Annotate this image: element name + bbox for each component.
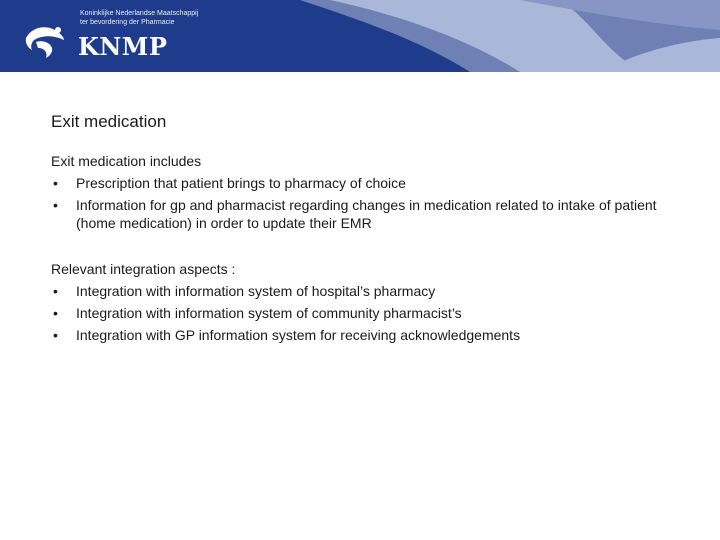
bullet: •	[53, 305, 58, 321]
section-heading-integration: Relevant integration aspects :	[51, 261, 236, 277]
list-item	[51, 326, 691, 344]
list-item-text: Integration with information system of community pharmacist’s	[76, 305, 462, 321]
bullet: •	[53, 283, 58, 299]
section-spacer	[51, 236, 691, 258]
list-item	[51, 282, 691, 300]
knmp-snake-icon	[22, 18, 68, 60]
bullet: •	[53, 327, 58, 343]
list-item-text: Integration with GP information system for receiving acknowledgements	[76, 327, 521, 343]
list-item	[51, 196, 691, 232]
bullet: •	[53, 197, 58, 213]
brand-logo-text: KNMP	[78, 32, 168, 61]
section-heading-exit-medication: Exit medication includes	[51, 153, 202, 169]
list-item	[51, 174, 691, 192]
list-item-text: Prescription that patient brings to pharmacy of choice	[76, 175, 406, 191]
exit-medication-list	[51, 174, 691, 232]
slide-content	[51, 150, 691, 348]
slide-title: Exit medication	[51, 112, 167, 131]
org-line-1: Koninklijke Nederlandse Maatschappij	[80, 10, 199, 17]
list-item-text: Information for gp and pharmacist regarding changes in medication related to intake of patient (home medication) in order to update their EMR	[76, 197, 657, 231]
list-item-text: Integration with information system of hospital’s pharmacy	[76, 283, 436, 299]
header-banner	[0, 0, 720, 72]
bullet: •	[53, 175, 58, 191]
organization-name	[80, 9, 198, 27]
org-line-2: ter bevordering der Pharmacie	[80, 19, 175, 26]
integration-aspects-list	[51, 282, 691, 344]
list-item	[51, 304, 691, 322]
